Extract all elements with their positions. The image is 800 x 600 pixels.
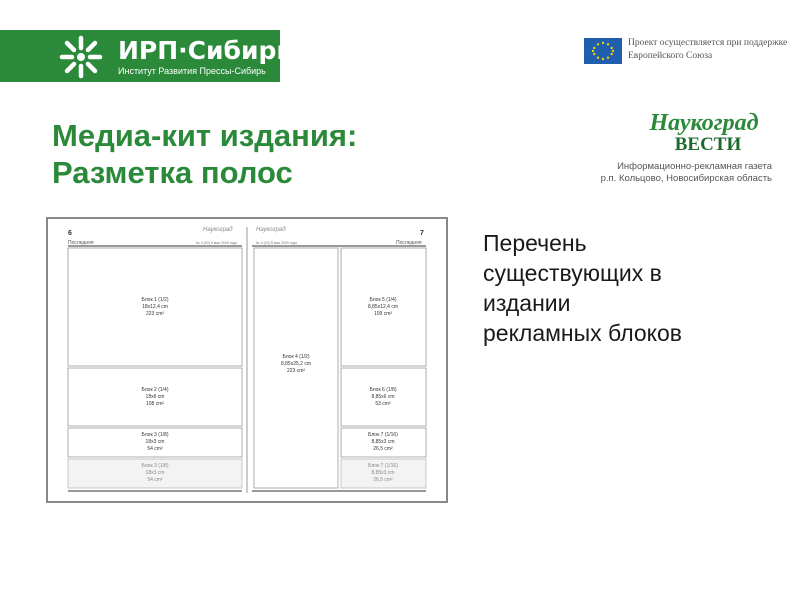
blocks-list-caption: [483, 228, 783, 348]
ad-block-4-area: 223 cm²: [286, 368, 306, 374]
caption-line-2: существующих в: [483, 260, 662, 286]
logo-text-bottom: ВЕСТИ: [674, 134, 742, 155]
logo-subtitle: Институт Развития Прессы-Сибирь: [118, 66, 266, 76]
right-page-number: 7: [420, 230, 424, 237]
ad-block-6-size: 8,85x6 cm: [371, 394, 395, 400]
issue-note-left: № 4 (20) 8 мая 2009 года: [196, 241, 237, 245]
ad-block-6-name: Блок 6 (1/8): [369, 387, 397, 393]
ad-block-2-size: 18x6 cm: [145, 394, 165, 400]
layout-spread: [48, 219, 446, 501]
ad-block-3-size: 18x3 cm: [145, 439, 165, 445]
eu-flag-icon: [584, 38, 622, 64]
newspaper-desc-line-2: р.п. Кольцово, Новосибирская область: [600, 173, 772, 184]
irp-logo-icon: [56, 32, 106, 82]
newspaper-desc-line-1: Информационно-рекламная газета: [617, 161, 772, 172]
ad-block-4-name: Блок 4 (1/2): [282, 354, 310, 360]
ad-block-5-area: 109 cm²: [373, 311, 393, 317]
title-line-2: Разметка полос: [52, 155, 293, 190]
ad-block-7b-size: 8,85x3 cm: [371, 470, 395, 476]
title-line-1: Медиа-кит издания:: [52, 118, 358, 153]
logo-title: ИРП·Сибирь: [118, 36, 293, 65]
page-title: [52, 117, 472, 191]
ad-block-7-size: 8,85x3 cm: [371, 439, 395, 445]
ad-block-4-size: 8,85x25,2 cm: [280, 361, 312, 367]
ad-block-1-name: Блок 1 (1/2): [141, 297, 169, 303]
ad-block-2-name: Блок 2 (1/4): [141, 387, 169, 393]
ad-block-5-name: Блок 5 (1/4): [369, 297, 397, 303]
mini-logo-left: Наукоград: [203, 227, 233, 233]
logo-text-top: Наукоград: [649, 110, 759, 136]
ad-block-3-area: 54 cm²: [147, 446, 163, 452]
eu-support-note: Проект осуществляется при поддержке Европейского Союза: [628, 38, 788, 61]
ad-block-7b-name: Блок 7 (1/16): [368, 463, 398, 469]
caption-line-3: издании: [483, 290, 571, 316]
issue-note-right: № 4 (20) 8 мая 2009 года: [256, 241, 297, 245]
newspaper-description: [512, 161, 772, 185]
ad-block-3b-size: 18x3 cm: [145, 470, 165, 476]
ad-block-1-area: 223 cm²: [145, 311, 165, 317]
caption-line-4: рекламных блоков: [483, 320, 682, 346]
mini-logo-right: Наукоград: [256, 227, 286, 233]
ad-block-7b-area: 26,5 cm²: [373, 477, 393, 483]
ad-block-5-size: 8,85x12,4 cm: [367, 304, 399, 310]
ad-block-3b-area: 54 cm²: [147, 477, 163, 483]
ad-block-3b-name: Блок 3 (1/8): [141, 463, 169, 469]
right-section-label: Последняя: [396, 240, 422, 246]
ad-block-2-area: 108 cm²: [145, 401, 165, 407]
left-page-number: 6: [68, 230, 72, 237]
caption-line-1: Перечень: [483, 230, 587, 256]
ad-block-1-size: 18x12,4 cm: [142, 304, 168, 310]
ad-block-7-name: Блок 7 (1/16): [368, 432, 398, 438]
ad-block-6-area: 53 cm²: [375, 401, 391, 407]
ad-block-7-area: 26,5 cm²: [373, 446, 393, 452]
left-section-label: Последняя: [68, 240, 94, 246]
ad-block-3-name: Блок 3 (1/8): [141, 432, 169, 438]
layout-spread-image: [46, 217, 448, 503]
naukograd-vesti-logo: [630, 108, 778, 158]
